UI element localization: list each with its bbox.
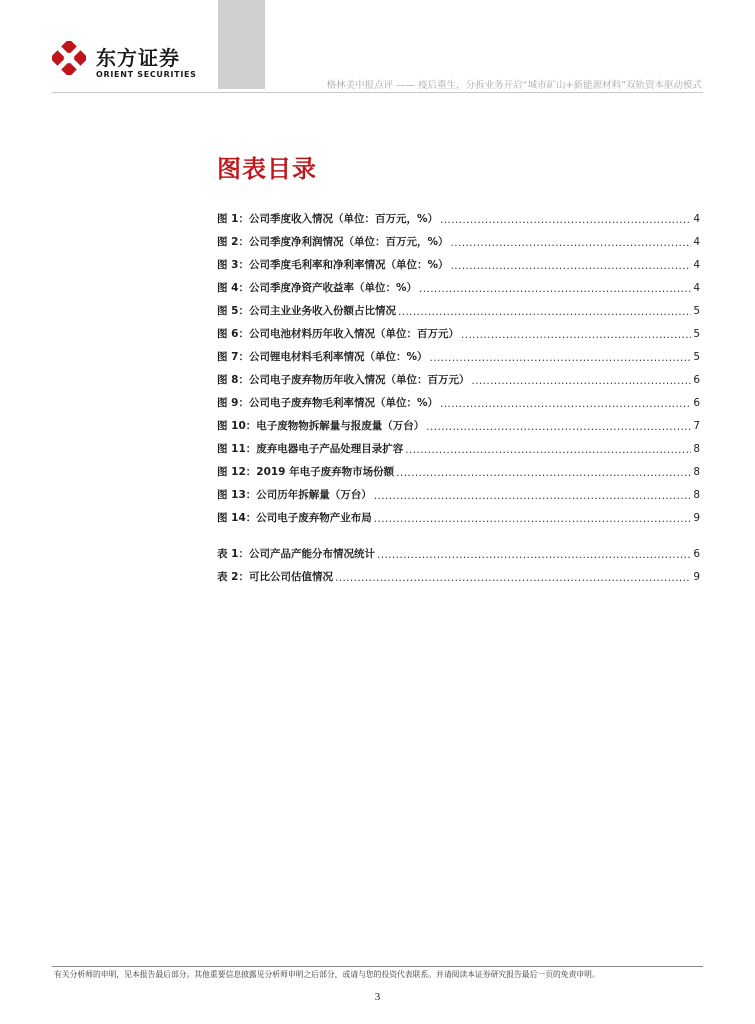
- toc-entry-page: 8: [693, 443, 700, 455]
- toc-leader-dots: [374, 513, 692, 525]
- table-list: [217, 546, 700, 592]
- toc-entry[interactable]: [217, 418, 700, 441]
- toc-entry-label: 图 12：2019 年电子废弃物市场份额: [217, 466, 395, 478]
- toc-leader-dots: [440, 398, 691, 410]
- orient-securities-logo-icon: [52, 41, 86, 75]
- report-title: 格林美中报点评 —— 疫后重生，分拆业务开启“城市矿山+新能源材料”双轨资本驱动模式: [326, 80, 702, 91]
- toc-entry-label: 图 2：公司季度净利润情况（单位：百万元，%）: [217, 236, 449, 248]
- toc-entry-page: 5: [693, 305, 700, 317]
- toc-entry[interactable]: [217, 349, 700, 372]
- toc-leader-dots: [405, 444, 691, 456]
- toc-entry-label: 图 9：公司电子废弃物毛利率情况（单位：%）: [217, 397, 438, 409]
- toc-entry[interactable]: [217, 211, 700, 234]
- toc-entry-label: 图 13：公司历年拆解量（万台）: [217, 489, 372, 501]
- toc-entry[interactable]: [217, 464, 700, 487]
- toc-leader-dots: [450, 237, 691, 249]
- toc-entry[interactable]: [217, 257, 700, 280]
- toc-entry-label: 图 8：公司电子废弃物历年收入情况（单位：百万元）: [217, 374, 470, 386]
- toc-leader-dots: [419, 283, 691, 295]
- toc-entry-page: 6: [693, 548, 700, 560]
- toc-leader-dots: [374, 490, 692, 502]
- toc-entry[interactable]: [217, 234, 700, 257]
- toc-entry-page: 7: [693, 420, 700, 432]
- toc-leader-dots: [396, 467, 691, 479]
- toc-entry-page: 5: [693, 328, 700, 340]
- toc-entry-label: 图 7：公司锂电材料毛利率情况（单位：%）: [217, 351, 428, 363]
- toc-entry-page: 9: [693, 571, 700, 583]
- toc-entry-page: 4: [693, 236, 700, 248]
- company-name-cn: 东方证券: [96, 46, 180, 70]
- header-divider: [52, 92, 703, 93]
- toc-entry-page: 8: [693, 466, 700, 478]
- toc-entry[interactable]: [217, 510, 700, 533]
- toc-entry-label: 图 1：公司季度收入情况（单位：百万元，%）: [217, 213, 438, 225]
- toc-entry[interactable]: [217, 546, 700, 569]
- page-number: 3: [374, 991, 381, 1003]
- toc-entry-label: 图 11：废弃电器电子产品处理目录扩容: [217, 443, 404, 455]
- toc-entry-label: 表 1：公司产品产能分布情况统计: [217, 548, 375, 560]
- figure-list: [217, 211, 700, 533]
- company-name-en: ORIENT SECURITIES: [96, 70, 197, 79]
- toc-entry[interactable]: [217, 280, 700, 303]
- toc-entry-label: 图 6：公司电池材料历年收入情况（单位：百万元）: [217, 328, 459, 340]
- footer-divider: [52, 966, 703, 967]
- toc-entry[interactable]: [217, 326, 700, 349]
- toc-leader-dots: [461, 329, 691, 341]
- toc-entry-page: 4: [693, 282, 700, 294]
- toc-entry-page: 6: [693, 397, 700, 409]
- toc-heading: 图表目录: [217, 155, 317, 183]
- toc-leader-dots: [471, 375, 691, 387]
- toc-entry-label: 图 14：公司电子废弃物产业布局: [217, 512, 372, 524]
- toc-entry[interactable]: [217, 487, 700, 510]
- toc-leader-dots: [335, 572, 691, 584]
- toc-leader-dots: [377, 549, 691, 561]
- toc-leader-dots: [440, 214, 691, 226]
- toc-entry[interactable]: [217, 569, 700, 592]
- toc-entry-label: 表 2：可比公司估值情况: [217, 571, 333, 583]
- toc-entry-page: 4: [693, 213, 700, 225]
- toc-leader-dots: [398, 306, 691, 318]
- toc-entry-page: 4: [693, 259, 700, 271]
- toc-entry-page: 5: [693, 351, 700, 363]
- toc-leader-dots: [429, 352, 691, 364]
- footer-disclaimer: 有关分析师的申明，见本报告最后部分。其他重要信息披露见分析师申明之后部分，或请与您的投资代表联系。并请阅读本证券研究报告最后一页的免责申明。: [54, 970, 600, 979]
- toc-entry-label: 图 5：公司主业业务收入份额占比情况: [217, 305, 396, 317]
- toc-entry-page: 6: [693, 374, 700, 386]
- toc-leader-dots: [426, 421, 691, 433]
- toc-entry-label: 图 4：公司季度净资产收益率（单位：%）: [217, 282, 417, 294]
- toc-leader-dots: [450, 260, 691, 272]
- toc-entry-label: 图 10：电子废物物拆解量与报废量（万台）: [217, 420, 425, 432]
- header-accent-bar: [218, 0, 265, 89]
- toc-entry[interactable]: [217, 395, 700, 418]
- toc-entry[interactable]: [217, 303, 700, 326]
- toc-entry[interactable]: [217, 441, 700, 464]
- toc-entry[interactable]: [217, 372, 700, 395]
- toc-entry-page: 8: [693, 489, 700, 501]
- toc-entry-label: 图 3：公司季度毛利率和净利率情况（单位：%）: [217, 259, 449, 271]
- toc-entry-page: 9: [693, 512, 700, 524]
